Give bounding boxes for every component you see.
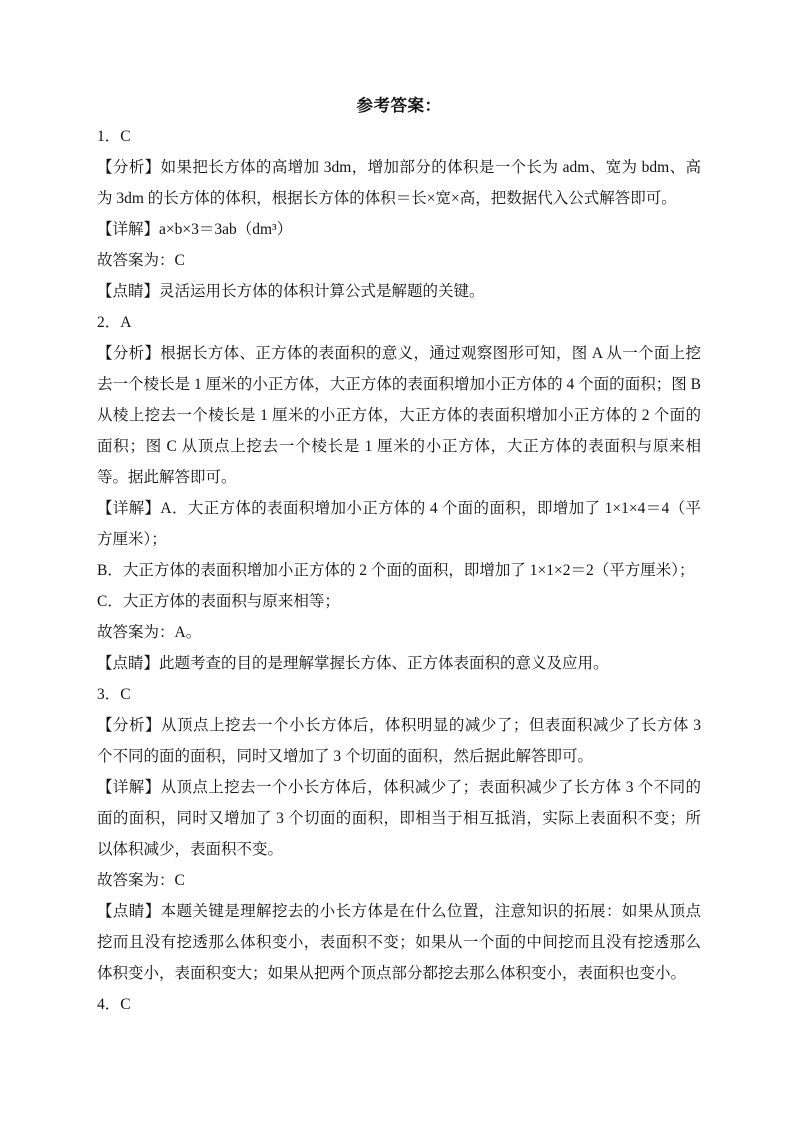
- answer-paragraph: 【详解】从顶点上挖去一个小长方体后，体积减少了；表面积减少了长方体 3 个不同的面的面积，同时又增加了 3 个切面的面积，即相当于相互抵消，实际上表面积不变；所以体积减少，表面积不变。: [97, 779, 701, 858]
- answer-number-line: 2．A: [97, 314, 132, 331]
- answers-list: [97, 121, 701, 1020]
- answer-paragraph: 【点睛】此题考查的目的是理解掌握长方体、正方体表面积的意义及应用。: [97, 655, 609, 672]
- answer-paragraph: 【详解】a×b×3＝3ab（dm³）: [97, 221, 293, 238]
- answer-number-line: 4．C: [97, 996, 131, 1013]
- answer-paragraph: 【点睛】灵活运用长方体的体积计算公式是解题的关键。: [97, 283, 485, 300]
- answer-number-line: 3．C: [97, 686, 131, 703]
- answer-paragraph: 【详解】A．大正方体的表面积增加小正方体的 4 个面的面积，即增加了 1×1×4＝4（平方厘米）；: [97, 500, 701, 548]
- answer-paragraph: C．大正方体的表面积与原来相等；: [97, 593, 340, 610]
- answer-paragraph: 故答案为：C: [97, 252, 185, 269]
- answer-paragraph: 【分析】从顶点上挖去一个小长方体后，体积明显的减少了；但表面积减少了长方体 3 个不同的面的面积，同时又增加了 3 个切面的面积，然后据此解答即可。: [97, 717, 701, 765]
- answer-paragraph: 【点睛】本题关键是理解挖去的小长方体是在什么位置，注意知识的拓展：如果从顶点挖而且没有挖透那么体积变小，表面积不变；如果从一个面的中间挖而且没有挖透那么体积变小，表面积变大；如果从把两个顶点部分都挖去那么体积变小，表面积也变小。: [97, 903, 701, 982]
- answer-paragraph: 【分析】如果把长方体的高增加 3dm，增加部分的体积是一个长为 adm、宽为 bdm、高为 3dm 的长方体的体积，根据长方体的体积＝长×宽×高，把数据代入公式解答即可。: [97, 159, 701, 207]
- answer-paragraph: 【分析】根据长方体、正方体的表面积的意义，通过观察图形可知，图 A 从一个面上挖去一个棱长是 1 厘米的小正方体，大正方体的表面积增加小正方体的 4 个面的面积；图 B 从棱上挖去一个棱长是 1 厘米的小正方体，大正方体的表面积增加小正方体的 2 个面的面积；图 C 从顶点上挖去一个棱长是 1 厘米的小正方体，大正方体的表面积与原来相等。据此解答即可。: [97, 345, 701, 486]
- answer-paragraph: B．大正方体的表面积增加小正方体的 2 个面的面积，即增加了 1×1×2＝2（平方厘米）；: [97, 562, 695, 579]
- page-title: 参考答案：: [356, 96, 442, 115]
- answer-paragraph: 故答案为：A。: [97, 624, 202, 641]
- answer-paragraph: 故答案为：C: [97, 872, 185, 889]
- answer-number-line: 1．C: [97, 128, 131, 145]
